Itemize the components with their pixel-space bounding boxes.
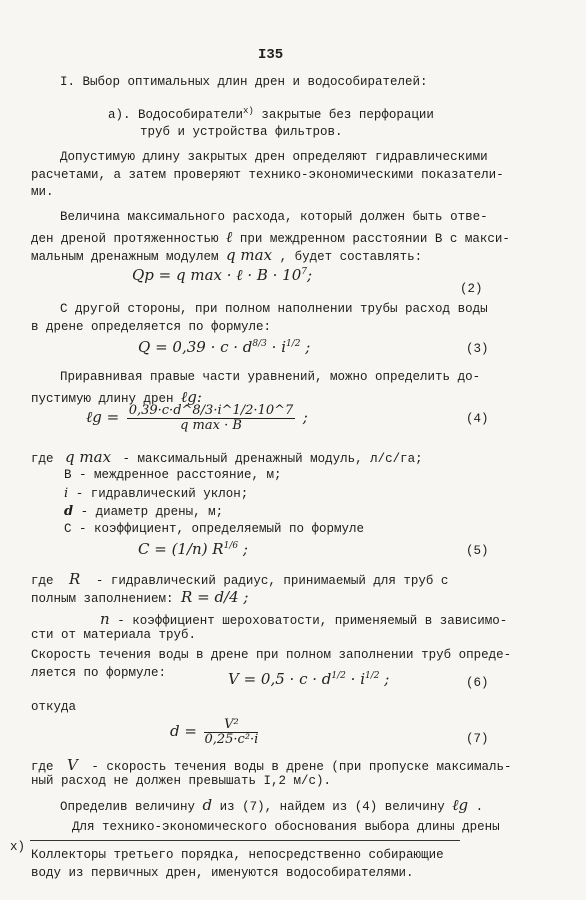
eq6-tail: ; bbox=[379, 670, 390, 688]
where-v-line-2: ный расход не должен превышать I,2 м/с). bbox=[31, 774, 332, 788]
where4-text: - диаметр дрены, м; bbox=[80, 505, 224, 519]
r-text-a: где bbox=[31, 574, 54, 588]
where1-b: - максимальный дренажный модуль, л/с/га; bbox=[122, 452, 423, 466]
eq2-tail: ; bbox=[307, 266, 313, 284]
equation-6-number: (6) bbox=[466, 676, 489, 690]
equation-2 bbox=[132, 266, 312, 285]
eq7-lhs: d = bbox=[170, 721, 197, 740]
p2-text-b: при междренном расстоянии В с макси- bbox=[239, 232, 510, 246]
r-formula: R = d/4 ; bbox=[181, 588, 249, 606]
footnote-line-1: Коллекторы третьего порядка, непосредственно собирающие bbox=[31, 848, 444, 862]
eq7-numerator: V² bbox=[204, 718, 258, 733]
equation-7-number: (7) bbox=[466, 732, 489, 746]
eq6-mid: · i bbox=[345, 670, 365, 688]
equation-4 bbox=[86, 404, 308, 433]
det-text-c: . bbox=[475, 800, 484, 814]
n-text: - коэффициент шероховатости, применяемый в зависимо- bbox=[117, 614, 508, 628]
eq3-tail: ; bbox=[300, 338, 311, 356]
where-v-line-1 bbox=[31, 756, 511, 774]
var-v: V bbox=[67, 756, 78, 774]
where-4 bbox=[64, 504, 223, 519]
wv-text-b: - скорость течения воды в дрене (при пропуске максималь- bbox=[91, 760, 512, 774]
p2-text-d: , будет составлять: bbox=[279, 250, 423, 264]
p2-text-a: ден дреной протяженностью bbox=[31, 232, 219, 246]
paragraph-3-line-2: в дрене определяется по формуле: bbox=[31, 320, 272, 334]
eq4-numerator: 0,39·c·d^8/3·i^1/2·10^7 bbox=[128, 403, 294, 418]
subsection-heading bbox=[108, 106, 434, 122]
var-d: d bbox=[64, 504, 74, 519]
footnote-ref: x) bbox=[243, 106, 254, 116]
paragraph-2-line-1: Величина максимального расхода, который должен быть отве- bbox=[60, 210, 488, 224]
paragraph-1-line-3: ми. bbox=[31, 185, 54, 199]
where1-a: где bbox=[31, 452, 54, 466]
eq6-sup2: 1/2 bbox=[365, 671, 380, 681]
where3-text: - гидравлический уклон; bbox=[75, 487, 249, 501]
footnote-line-2: воду из первичных дрен, именуются водособирателями. bbox=[31, 866, 414, 880]
footnote-rule bbox=[30, 840, 460, 841]
page-number: I35 bbox=[258, 47, 284, 63]
radius-line-1 bbox=[31, 570, 448, 588]
equation-3-number: (3) bbox=[466, 342, 489, 356]
var-lg: ℓg: bbox=[181, 388, 202, 406]
velocity-line-1: Скорость течения воды в дрене при полном заполнении труб опреде- bbox=[31, 648, 512, 662]
eq4-denominator: q max · B bbox=[180, 418, 242, 433]
det-text-b: из (7), найдем из (4) величину bbox=[219, 800, 445, 814]
var-n: n bbox=[100, 610, 110, 628]
eq2-sup: 7 bbox=[301, 267, 308, 277]
eq6-body: V = 0,5 · c · d bbox=[228, 670, 332, 688]
radius-line-2 bbox=[31, 588, 248, 606]
eq5-body: C = (1/n) R bbox=[138, 540, 224, 558]
var-qmax-2: q max bbox=[65, 448, 112, 466]
equation-7 bbox=[170, 718, 258, 747]
var-d-2: d bbox=[202, 796, 213, 814]
eq3-mid: · i bbox=[266, 338, 287, 356]
section-heading: I. Выбор оптимальных длин дрен и водособирателей: bbox=[60, 75, 428, 89]
var-r: R bbox=[69, 570, 81, 588]
velocity-line-2: ляется по формуле: bbox=[31, 666, 167, 680]
where-1 bbox=[31, 448, 423, 466]
where-2: B - междренное расстояние, м; bbox=[64, 468, 282, 482]
paragraph-2-line-3 bbox=[31, 246, 422, 264]
equation-6 bbox=[228, 670, 389, 688]
var-lg-2: ℓg bbox=[452, 796, 469, 814]
eq7-fraction bbox=[204, 718, 258, 747]
paragraph-3-line-1: С другой стороны, при полном наполнении трубы расход воды bbox=[60, 302, 488, 316]
det-text-a: Определив величину bbox=[60, 800, 196, 814]
paragraph-2-line-2 bbox=[31, 228, 510, 247]
footnote-mark: x) bbox=[10, 840, 26, 854]
eq4-tail: ; bbox=[302, 407, 308, 426]
r-text-c: полным заполнением: bbox=[31, 592, 174, 606]
wv-text-a: где bbox=[31, 760, 54, 774]
where-3 bbox=[64, 486, 248, 501]
paragraph-1-line-2: расчетами, а затем проверяют технико-экономическими показатели- bbox=[31, 168, 504, 182]
eq3-body: Q = 0,39 · c · d bbox=[138, 338, 253, 356]
paragraph-1-line-1: Допустимую длину закрытых дрен определяют гидравлическими bbox=[60, 150, 488, 164]
eq5-sup: 1/6 bbox=[223, 541, 239, 551]
p2-text-c: мальным дренажным модулем bbox=[31, 250, 219, 264]
subsection-heading-post: закрытые без перфорации bbox=[253, 108, 434, 123]
equation-5 bbox=[138, 540, 248, 558]
var-l: ℓ bbox=[226, 228, 233, 246]
equation-2-number: (2) bbox=[460, 282, 483, 296]
paragraph-4-line-1: Приравнивая правые части уравнений, можно определить до- bbox=[60, 370, 481, 384]
eq6-sup1: 1/2 bbox=[331, 671, 346, 681]
eq4-fraction bbox=[127, 404, 296, 433]
subsection-heading-line2: труб и устройства фильтров. bbox=[140, 125, 343, 139]
p4-text-a: пустимую длину дрен bbox=[31, 392, 174, 406]
eq7-denominator: 0,25·c²·i bbox=[204, 732, 259, 747]
eq3-sup1: 8/3 bbox=[252, 339, 267, 349]
var-qmax: q max bbox=[226, 246, 273, 264]
var-i: i bbox=[64, 486, 69, 501]
where-5: C - коэффициент, определяемый по формуле bbox=[64, 522, 365, 536]
last-line: Для технико-экономического обоснования выбора длины дрены bbox=[72, 820, 500, 834]
roughness-line-2: сти от материала труб. bbox=[31, 628, 197, 642]
equation-4-number: (4) bbox=[466, 412, 489, 426]
eq5-tail: ; bbox=[238, 540, 248, 558]
equation-5-number: (5) bbox=[466, 544, 489, 558]
r-text-b: - гидравлический радиус, принимаемый для труб с bbox=[95, 574, 449, 588]
otkuda: откуда bbox=[31, 700, 77, 714]
eq3-sup2: 1/2 bbox=[286, 339, 301, 349]
eq4-lhs: ℓg = bbox=[86, 407, 120, 426]
equation-3 bbox=[138, 338, 310, 356]
roughness-line-1 bbox=[100, 610, 507, 628]
determine-line bbox=[60, 796, 483, 815]
eq2-body: Qр = q max · ℓ · B · 10 bbox=[132, 266, 302, 284]
subsection-heading-pre: а). Водособиратели bbox=[108, 108, 244, 123]
